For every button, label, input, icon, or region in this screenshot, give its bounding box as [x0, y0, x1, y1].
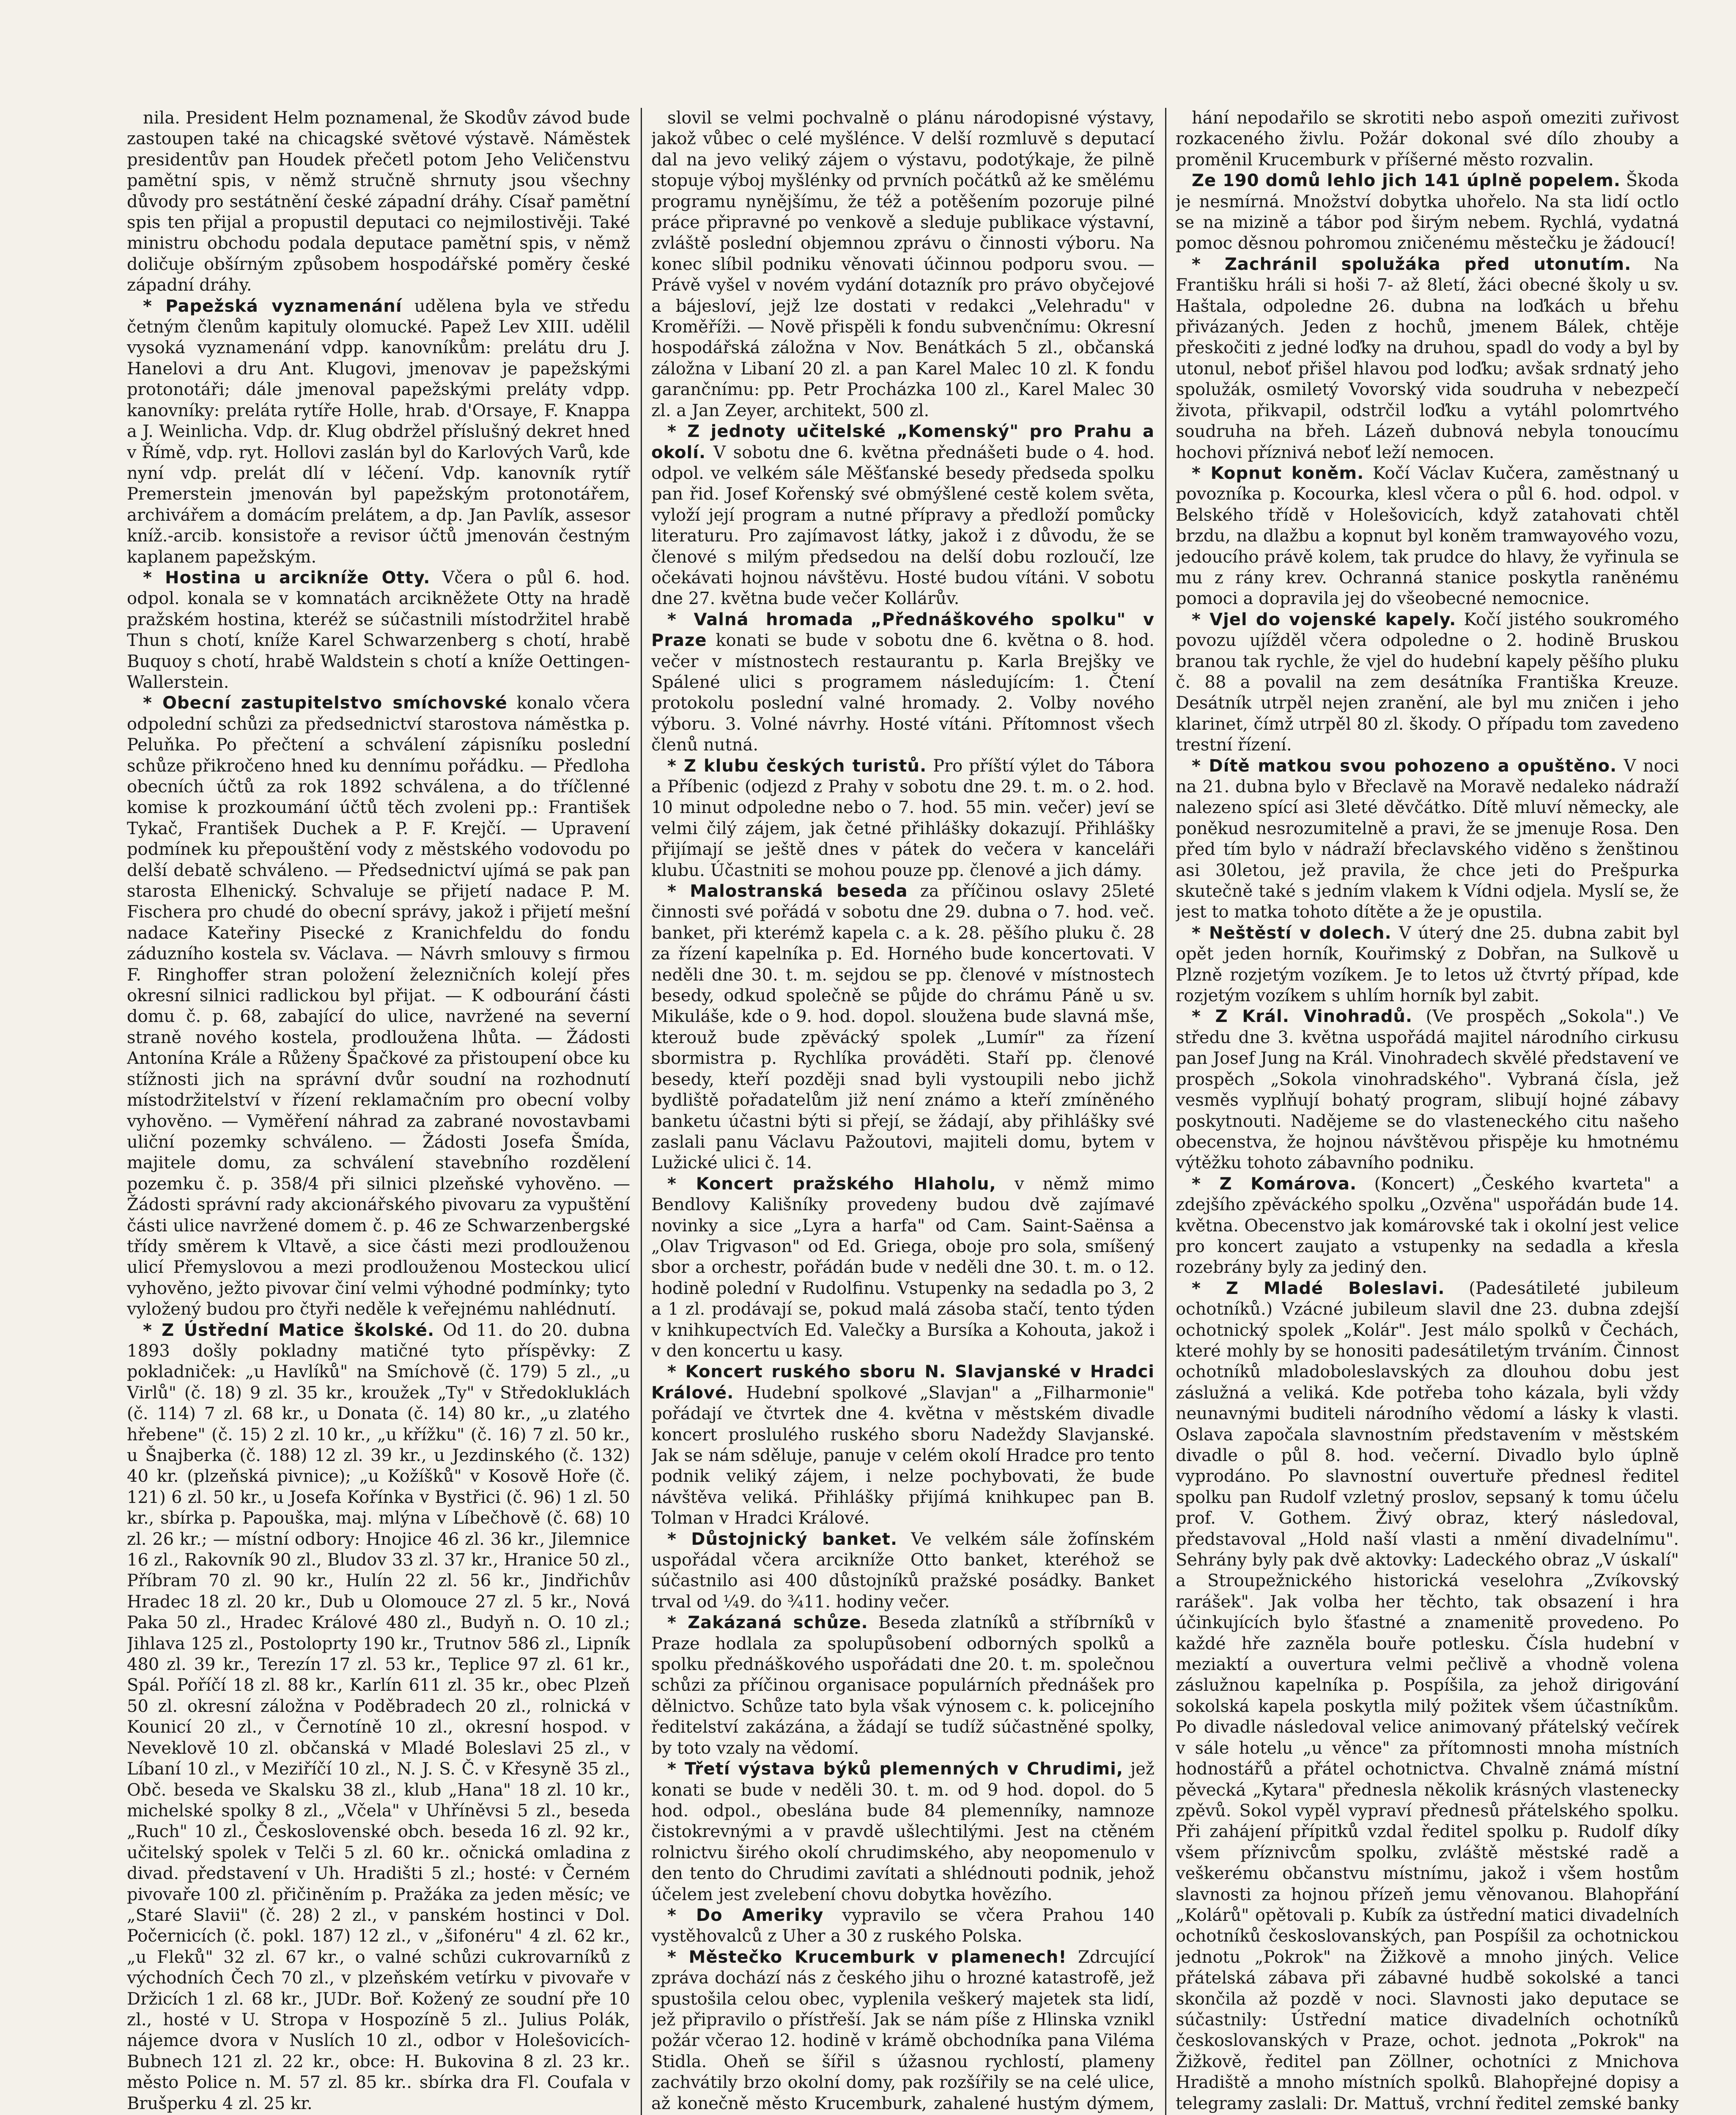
- column-3: [1176, 108, 1679, 2115]
- article-text: za příčinou oslavy 25leté činnosti své pořádá v sobotu dne 29. dubna o 7. hod. več. banket, při kterémž kapela c. a k. 28. pěšího pluku č. 28 za řízení kapelníka p. Ed. Horného bude koncertovati. V neděli dne 30. t. m. sejdou se pp. členové v místnostech besedy, odkud společně se půjde do chrámu Páně u sv. Mikuláše, kde o 9. hod. dopol. sloužena bude slavná mše, kterouž bude zpěvácký spolek „Lumír" za řízení sbormistra p. Rychlíka prováděti. Staří pp. členové besedy, kteří později snad byli vystoupili nebo jichž bydliště pořadatelům již není známo a kteří zmíněného banketu účastni býti si přejí, se žádají, aby přihlášky své zaslali panu Václavu Pažoutovi, majiteli domu, bytem v Lužické ulici č. 14.: [651, 882, 1155, 1173]
- article-text: Pro příští výlet do Tábora a Příbenic (odjezd z Prahy v sobotu dne 29. t. m. o 2. hod. 10 minut odpoledne nebo o 7. hod. 55 min. večer) jeví se velmi čilý zájem, jak četné přihlášky dokazují. Přihlášky přijímají se ještě dnes v pátek do večera v kanceláři klubu. Účastniti se mohou pouze pp. členové a jich dámy.: [651, 756, 1155, 880]
- article-text: Beseda zlatníků a stříbrníků v Praze hodlala za spolupůsobení odborných spolků a spolku přednáškového uspořádati dne 20. t. m. společnou schůzi za příčinou organisace populárních přednášek pro dělnictvo. Schůze tato byla však výnosem c. k. policejního ředitelství zakázána, a žádají se tudíž súčastněné spolky, by toto vzaly na vědomí.: [651, 1613, 1155, 1758]
- article-text: Od 11. do 20. dubna 1893 došly pokladny matičné tyto příspěvky: Z pokladniček: „u Havlíků" na Smíchově (č. 179) 5 zl., „u Virlů" (č. 18) 9 zl. 35 kr., kroužek „Ty" v Středokluklách (č. 114) 7 zl. 68 kr., u Donata (č. 14) 80 kr., „u zlatého hřebene" (č. 15) 2 zl. 10 kr., „u křížku" (č. 16) 7 zl. 50 kr., u Šnajberka (č. 188) 12 zl. 39 kr., u Jezdinského (č. 132) 40 kr. (plzeňská pivnice); „u Kožíšků" v Kosově Hoře (č. 121) 6 zl. 50 kr., u Josefa Kořínka v Bystřici (č. 96) 1 zl. 50 kr., sbírka p. Papouška, maj. mlýna v Líbečhově (č. 68) 10 zl. 26 kr.; — místní odbory: Hnojice 46 zl. 36 kr., Jilemnice 16 zl., Rakovník 90 zl., Bludov 33 zl. 37 kr., Hranice 50 zl., Příbram 70 zl. 90 kr., Hulín 22 zl. 56 kr., Jindřichův Hradec 18 zl. 20 kr., Dub u Olomouce 27 zl. 5 kr., Nová Paka 50 zl., Hradec Králové 480 zl., Budyň n. O. 10 zl.; Jihlava 125 zl., Postoloprty 190 kr., Trutnov 586 zl., Lipník 480 zl. 39 kr., Terezín 17 zl. 53 kr., Teplice 97 zl. 61 kr., Spál. Poříčí 18 zl. 88 kr., Karlín 611 zl. 35 kr., obec Plzeň 50 zl. okresní záložna v Poděbradech 20 zl., rolnická v Kounicí 20 zl., v Černotíně 10 zl., okresní hospod. v Neveklově 10 zl. občanská v Mladé Boleslavi 25 zl., v Líbaní 10 zl., v Meziříčí 10 zl., N. J. S. Č. v Křesyně 35 zl., Obč. beseda ve Skalsku 38 zl., klub „Hana" 18 zl. 10 kr., michelské spolky 8 zl., „Včela" v Uhříněvsi 5 zl., beseda „Ruch" 10 zl., Československé obch. beseda 16 zl. 92 kr., učitelský spolek v Telči 5 zl. 60 kr.. očnická omladina z divad. představení v Uh. Hradišti 5 zl.; hosté: v Černém pivovaře 100 zl. přičiněním p. Pražáka za jeden měsíc; ve „Staré Slavii" (č. 28) 2 zl., v panském hostinci v Dol. Počernicích (č. pokl. 187) 12 zl., v „šifonéru" 4 zl. 62 kr., „u Fleků" 32 zl. 67 kr., o valné schůzi cukrovarníků z východních Čech 70 zl., v plzeňském vetírku v pivovaře v Držicích 1 zl. 68 kr., JUDr. Boř. Kožený ze soudní pře 10 zl., hosté v U. Stropa v Hospozíně 5 zl.. Julius Polák, nájemce dvora v Nuslích 10 zl., odbor v Holešovicích-Bubnech 121 zl. 22 kr., obce: H. Bukovina 8 zl. 23 kr.. město Police n. M. 57 zl. 85 kr.. sbírka dra Fl. Coufala v Brušperku 4 zl. 25 kr.: [127, 1320, 630, 2113]
- article-text: vypravilo se včera Prahou 140 vystěhovalců z Uher a 30 z ruského Polska.: [651, 1905, 1155, 1946]
- article-paragraph: [127, 568, 630, 693]
- article-paragraph: [1176, 1174, 1679, 1278]
- column-rule: [1165, 108, 1166, 2115]
- article-heading: * Z klubu českých turistů.: [667, 756, 927, 776]
- column-1: [127, 108, 630, 2115]
- article-paragraph: [127, 1320, 630, 2114]
- article-heading: * Důstojnický banket.: [667, 1529, 898, 1549]
- article-text: Zdrcující zpráva dochází nás z českého jihu o hrozné katastrofě, jež spustošila celou obec, vyplenila veškerý majetek sta lidí, jež připravilo o přístřeší. Jak se nám píše z Hlinska vznikl požár včerao 12. hodině v krámě obchodníka pana Viléma Stidla. Oheň se šířil s úžasnou rychlostí, plameny zachvátily brzo okolní domy, pak rozšířily se na celé ulice, až konečně město Krucemburk, zahalené hustým dýmem,: [651, 1947, 1155, 2113]
- article-paragraph: [651, 756, 1155, 881]
- article-text: V úterý dne 25. dubna zabit byl opět jeden horník, Kouřimský z Dobřan, na Sulkově u Plzně rozjetým vozíkem. Je to letos už čtvrtý případ, kde rozjetým vozíkem s uhlím horník byl zabit.: [1176, 923, 1679, 1006]
- article-paragraph: [1176, 756, 1679, 923]
- article-heading: * Z Ústřední Matice školské.: [143, 1320, 435, 1340]
- article-paragraph: [651, 881, 1155, 1174]
- article-heading: * Papežská vyznamenání: [143, 296, 402, 316]
- article-heading: * Třetí výstava býků plemenných v Chrudimi,: [667, 1759, 1124, 1779]
- article-text: V noci na 21. dubna bylo v Břeclavě na Moravě nedaleko nádraží nalezeno spící asi 3leté děvčátko. Dítě mluví německy, ale poněkud nesrozumitelně a pravi, že se jmenuje Rosa. Den před tím bylo v nádraží břeclavského viděno s ženštinou asi 30letou, jež pravila, že chce jeti do Prešpurka skutečně také s jedním vlakem k Vídni odjela. Myslí se, že jest to matka tohoto dítěte a že je opustila.: [1176, 756, 1679, 922]
- article-heading: * Městečko Krucemburk v plamenech!: [667, 1947, 1067, 1967]
- article-heading: * Z Komárova.: [1192, 1174, 1357, 1194]
- article-text: Škoda je nesmírná. Množství dobytka uhořelo. Na sta lidí octlo se na mizině a tábor pod širým nebem. Rychlá, vydatná pomoc děsnou pohromou zničenému městečku je žádoucí!: [1176, 171, 1679, 253]
- article-paragraph: [651, 1759, 1155, 1905]
- article-heading: * Do Ameriky: [667, 1905, 824, 1925]
- article-paragraph: [1176, 170, 1679, 254]
- article-heading: * Z jednoty učitelské „Komenský" pro Prahu a okolí.: [651, 422, 1155, 462]
- article-heading: * Vjel do vojenské kapely.: [1192, 610, 1456, 629]
- column-2: [651, 108, 1155, 2115]
- article-paragraph: [1176, 254, 1679, 463]
- article-text: Hudební spolkové „Slavjan" a „Filharmonie" pořádají ve čtvrtek dne 4. května v městském divadle koncert proslulého ruského sboru Nadeždy Slavjanské. Jak se nám sděluje, panuje v celém okolí Hradce pro tento podnik veliký zájem, i nelze pochybovati, že bude návštěva veliká. Přihlášky přijímá knihkupec pan B. Tolman v Hradci Králové.: [651, 1383, 1155, 1528]
- article-text: (Ve prospěch „Sokola".) Ve středu dne 3. května uspořádá majitel národního cirkusu pan Josef Jung na Král. Vinohradech skvělé představení ve prospěch „Sokola vinohradského". Vybraná čísla, jež vesměs vyplňují bohatý program, slibují hojné zábavy poskytnouti. Nadějeme se do vlasteneckého citu našeho obecenstva, že hojnou návštěvou přispěje ku hmotnému výtěžku tohoto zábavního podniku.: [1176, 1007, 1679, 1173]
- article-paragraph: [651, 1905, 1155, 1947]
- column-rule: [641, 108, 642, 2115]
- article-heading: * Valná hromada „Přednáškového spolku" v Praze: [651, 610, 1155, 651]
- article-heading: * Koncert ruského sboru N. Slavjanské v Hradci Králové.: [651, 1362, 1155, 1403]
- article-heading: Ze 190 domů lehlo jich 141 úplně popelem.: [1192, 171, 1621, 191]
- article-text: Včera o půl 6. hod. odpol. konala se v komnatách arcikněžete Otty na hradě pražském hostina, kteréž se súčastnili místodržitel hrabě Thun s chotí, kníže Karel Schwarzenberg s chotí, hrabě Buquoy s chotí, hrabě Waldstein s chotí a kníže Oettingen-Wallerstein.: [127, 568, 630, 692]
- article-paragraph: [651, 1174, 1155, 1362]
- article-paragraph: [1176, 108, 1679, 170]
- article-text: V sobotu dne 6. května přednášeti bude o 4. hod. odpol. ve velkém sále Měšťanské besedy předseda spolku pan řid. Josef Kořenský své obmýšlené cestě kolem světa, vyloží její program a nutné přípravy a předloží pomůcky literaturu. Pro zajímavost látky, jakož i z důvodu, že se členové s milým předsedou na delší dobu rozloučí, lze očekávati hojnou návštěvu. Hosté budou vítáni. V sobotu dne 27. května bude večer Kollárův.: [651, 442, 1155, 609]
- article-heading: * Zachránil spolužáka před utonutím.: [1192, 254, 1632, 274]
- article-heading: * Z Král. Vinohradů.: [1192, 1007, 1413, 1027]
- article-paragraph: [1176, 1006, 1679, 1173]
- article-paragraph: [1176, 923, 1679, 1007]
- article-paragraph: [651, 1529, 1155, 1613]
- newspaper-page: [127, 108, 1683, 2115]
- article-text: Ve velkém sále žofínském uspořádal včera arcikníže Otto banket, kteréhož se súčastnilo asi 400 důstojníků pražské posádky. Banket trval od ¼9. do ¾11. hodiny večer.: [651, 1529, 1155, 1612]
- article-text: jež konati se bude v neděli 30. t. m. od 9 hod. dopol. do 5 hod. odpol., obeslána bude 84 plemenníky, namnoze čistokrevnými a v pravdě ušlechtilými. Jest na ctěném rolnictvu širého okolí chrudimského, aby neopomenulo v den tento do Chrudimi zavítati a shlédnouti podnik, jehož účelem jest zvelebení chovu dobytka hovězího.: [651, 1759, 1155, 1904]
- article-text: Kočí Václav Kučera, zaměstnaný u povozníka p. Kocourka, klesl včera o půl 6. hod. odpol. v Belského třídě v Holešovicích, když zatahovati chtěl brzdu, na dlažbu a kopnut byl koněm tramwayového vozu, jedoucího právě kolem, tak prudce do hlavy, že vyřinula se mu z rány krev. Ochranná stanice poskytla raněnému pomoci a dopravila jej do všeobecné nemocnice.: [1176, 463, 1679, 609]
- article-paragraph: [651, 1362, 1155, 1529]
- article-heading: * Koncert pražského Hlaholu,: [667, 1174, 996, 1194]
- article-text: Na Františku hráli si hoši 7- až 8letí, žáci obecné školy u sv. Haštala, odpoledne 26. dubna na loďkách u břehu přivázaných. Jeden z hochů, jmenem Bálek, chtěje přeskočiti z jedné loďky na druhou, spadl do vody a byl by utonul, neboť přišel hlavou pod loďku; avšak srdnatý jeho spolužák, osmiletý Vovorský vida soudruha v nebezpečí života, přikvapil, odstrčil loďku a vytáhl polomrtvého soudruha na břeh. Lázeň dubnová nebyla tonoucímu hochovi příznivá neboť leží nemocen.: [1176, 254, 1679, 462]
- article-text: hání nepodařilo se skrotiti nebo aspoň omeziti zuřivost rozkaceného živlu. Požár dokonal své dílo zhouby a proměnil Krucemburk v příšerné město rozvalin.: [1176, 108, 1679, 170]
- article-heading: * Zakázaná schůze.: [667, 1613, 868, 1633]
- article-text: Kočí jistého soukromého povozu ujížděl včera odpoledne o 2. hodině Bruskou branou tak rychle, že vjel do hudební kapely pěšího pluku č. 88 a povalil na zem desátníka Františka Kreuze. Desátník utrpěl nejen zranění, ale byl mu zničen i jeho klarinet, čímž utrpěl 80 zl. škody. O případu tom zavedeno trestní řízení.: [1176, 610, 1679, 755]
- article-text: (Koncert) „Českého kvarteta" a zdejšího zpěváckého spolku „Ozvěna" uspořádán bude 14. května. Obecenstvo jak komárovské tak i okolní jest velice pro koncert zaujato a vstupenky na sedadla a křesla rozebrány byly za jediný den.: [1176, 1174, 1679, 1277]
- article-text: v němž mimo Bendlovy Kališníky provedeny budou dvě zajímavé novinky a sice „Lyra a harfa" od Cam. Saint-Saënsa a „Olav Trigvason" od Ed. Griega, oboje pro sola, smíšený sbor a orchestr, pořádán bude v neděli dne 30. t. m. o 12. hodině polední v Rudolfinu. Vstupenky na sedadla po 3, 2 a 1 zl. prodávají se, pokud malá zásoba stačí, tento týden v knihkupectvích Ed. Valečky a Bursíka a Kohouta, jakož i v den koncertu u kasy.: [651, 1174, 1155, 1361]
- article-heading: * Obecní zastupitelstvo smíchovské: [143, 693, 507, 713]
- article-text: konati se bude v sobotu dne 6. května o 8. hod. večer v místnostech restaurantu p. Karla Brejšky ve Spálené ulici s programem následujícím: 1. Čtení protokolu poslední valné hromady. 2. Volby nového výboru. 3. Volné návrhy. Hosté vítáni. Přítomnost všech členů nutná.: [651, 631, 1155, 755]
- article-heading: * Neštěstí v dolech.: [1192, 923, 1392, 943]
- article-heading: * Dítě matkou svou pohozeno a opuštěno.: [1192, 756, 1617, 776]
- article-heading: * Z Mladé Boleslavi.: [1192, 1278, 1445, 1298]
- article-heading: * Kopnut koněm.: [1192, 463, 1364, 483]
- article-text: nila. President Helm poznamenal, že Skodův závod bude zastoupen také na chicagské světové výstavě. Náměstek presidentův pan Houdek přečetl potom Jeho Veličenstvu pamětní spis, v němž stručně shrnuty jsou všechny důvody pro sestátnění české západní dráhy. Císař pamětní spis ten přijal a propustil deputaci co nejmilostivěji. Také ministru obchodu podala deputace pamětní spis, v němž doličuje obšírným způsobem hospodářské poměry české západní dráhy.: [127, 108, 630, 295]
- article-heading: * Hostina u arcikníže Otty.: [143, 568, 431, 588]
- article-paragraph: [1176, 463, 1679, 610]
- article-paragraph: [127, 693, 630, 1320]
- article-paragraph: [651, 108, 1155, 421]
- article-paragraph: [1176, 1278, 1679, 2115]
- article-paragraph: [651, 610, 1155, 756]
- article-text: udělena byla ve středu četným členům kapituly olomucké. Papež Lev XIII. udělil vysoká vyznamenání vdpp. kanovníkům: prelátu dru J. Hanelovi a dru Ant. Klugovi, jmenovav je papežskými protonotáři; dále jmenoval papežskými preláty vdpp. kanovníky: preláta rytíře Holle, hrab. d'Orsaye, F. Knappa a J. Weinlicha. Vdp. dr. Klug obdržel příslušný dekret hned v Římě, vdp. ryt. Hollovi zaslán byl do Karlových Varů, kde nyní vdp. prelát dlí v léčení. Vdp. kanovník rytíř Premerstein jmenován byl papežským protonotářem, archivářem a domácím prelátem, a dp. Jan Pavlík, assesor kníž.-arcib. konsistoře a revisor účtů jmenován čestným kaplanem papežským.: [127, 296, 630, 567]
- article-text: (Padesátileté jubileum ochotníků.) Vzácné jubileum slavil dne 23. dubna zdejší ochotnický spolek „Kolár". Jest málo spolků v Čechách, které mohly by se honositi padesátiletým trváním. Činnost ochotníků mladoboleslavských za dlouhou dobu jest záslužná a veliká. Kde potřeba toho kázala, byli vždy neunavnými buditeli národního vědomí a lásky k vlasti. Oslava započala slavnostním představením v městském divadle o půl 8. hod. večerní. Divadlo bylo úplně vyprodáno. Po slavnostní ouvertuře přednesl ředitel spolku pan Rudolf vzletný proslov, sepsaný k tomu účelu prof. V. Gothem. Živý obraz, který následoval, představoval „Hold naší vlasti a nmění divadelnímu". Sehrány byly pak dvě aktovky: Ladeckého obraz „V úskalí" a Stroupežnického historická veselohra „Zvíkovský rarášek". Jak volba her těchto, tak obsazení i hra účinkujících bylo šťastné a znamenitě provedeno. Po každé hře zazněla bouře potlesku. Čísla hudební v meziaktí a ouvertura velmi pečlivě a vhodně volena záslužnou kapelníka p. Pospíšila, za jehož dirigování sokolská kapela poskytla milý požitek všem účastníkům. Po divadle následoval velice animovaný přátelský večírek v sále hotelu „u věnce" za přítomnosti mnoha místních hodnostářů a přátel ochotnictva. Chvalně známá místní pěvecká „Kytara" přednesla několik krásných vlastenecky zpěvů. Sokol vypěl vypraví přednesů přátelského spolku. Při zahájení přípitků vzdal ředitel spolku p. Rudolf díky všem příznivcům spolku, zvláště městské radě a veškerému občanstvu místnímu, jakož i všem hostům slavnosti za hojnou přízeň jemu věnovanou. Blahopřání „Kolárů" opětovali p. Kubík za ústřední matici divadelních ochotníků českoslovanských, pan Pospíšil za ochotnickou jednotu „Pokrok" na Žižkově a mnoho jiných. Velice přátelská zábava při zábavné hudbě sokolské a tanci skončila až pozdě v noci. Slavnosti jako deputace se súčastnily: Ústřední matice divadelních ochotníků českoslovanských v Praze, ochot. jednota „Pokrok" na Žižkově, ředitel pan Zöllner, ochotníci z Mnichova Hradiště a mnoho místních spolků. Blahopřejné dopisy a telegramy zaslali: Dr. Mattuš, vrchní ředitel zemské banky: [1176, 1278, 1679, 2113]
- article-paragraph: [651, 1947, 1155, 2115]
- article-paragraph: [651, 421, 1155, 610]
- article-paragraph: [651, 1612, 1155, 1759]
- article-heading: * Malostranská beseda: [667, 882, 908, 901]
- article-paragraph: [1176, 610, 1679, 756]
- article-text: konalo včera odpolední schůzi za předsednictví starostova náměstka p. Peluňka. Po přečtení a schválení zápisníku poslední schůze přikročeno hned ku dennímu pořádku. — Předloha obecních účtů za rok 1892 schválena, a do tříčlenné komise k prozkoumání účtů těch zvoleni pp.: František Tykač, František Duchek a P. F. Krejčí. — Upravení podmínek ku přepouštění vody z městského vodovodu po delší debatě schváleno. — Předsednictví ujímá se pak pan starosta Elhenický. Schvaluje se přijetí nadace P. M. Fischera pro chudé do obecní správy, jakož i přijetí mešní nadace Kateřiny Pisecké z Kranichfeldu do fondu záduzního kostela sv. Václava. — Návrh smlouvy s firmou F. Ringhoffer stran položení železničních kolejí přes okresní silnici radlickou byl přijat. — K odbourání části domu č. p. 68, zabající do ulice, navržené na severní straně nového kostela, prodloužena lhůta. — Žádosti Antonína Krále a Růženy Špačkové za přistoupení obce ku stížnosti jich na správní dvůr soudní na rozhodnutí místodržitelství v řízení reklamačním pro obecní volby vyhověno. — Vyměření náhrad za zabrané novostavbami uliční pozemky schváleno. — Žádosti Josefa Šmída, majitele domu, za schválení stavebního rozdělení pozemku č. p. 358/4 při silnici plzeňské vyhověno. — Žádosti správní rady akcionářského pivovaru za vypuštění části ulice navržené domem č. p. 46 ze Schwarzenbergské třídy směrem k Vltavě, a sice části mezi prodlouženou ulicí Přemyslovou a mezi prodlouženou Mosteckou ulicí vyhověno, ježto pivovar činí velmi výhodné podmínky; tyto vyložený budou pro čtyři neděle k veřejnému nahlédnutí.: [127, 693, 630, 1319]
- article-paragraph: [127, 108, 630, 296]
- article-text: slovil se velmi pochvalně o plánu národopisné výstavy, jakož vůbec o celé myšlénce. V delší rozmluvě s deputací dal na jevo veliký zájem o výstavu, podotýkaje, že pilně stopuje výboj myšlénky od prvních počátků až ke smělému programu nynějšímu, že též a potěšením pozoruje pilné práce připravné po venkově a sleduje publikace výstavní, zvláště poslední objemnou zprávu o činnosti výboru. Na konec slíbil podniku věnovati účinnou podporu svou. — Právě vyšel v novém vydání dotazník pro právo obyčejové a bájesloví, jejž lze dostati v redakci „Velehradu" v Kroměříži. — Nově přispěli k fondu subvenčnímu: Okresní hospodářská záložna v Nov. Benátkách 5 zl., občanská záložna v Libaní 20 zl. a pan Karel Malec 10 zl. K fondu garančnímu: pp. Petr Procházka 100 zl., Karel Malec 30 zl. a Jan Zeyer, architekt, 500 zl.: [651, 108, 1155, 420]
- article-paragraph: [127, 296, 630, 568]
